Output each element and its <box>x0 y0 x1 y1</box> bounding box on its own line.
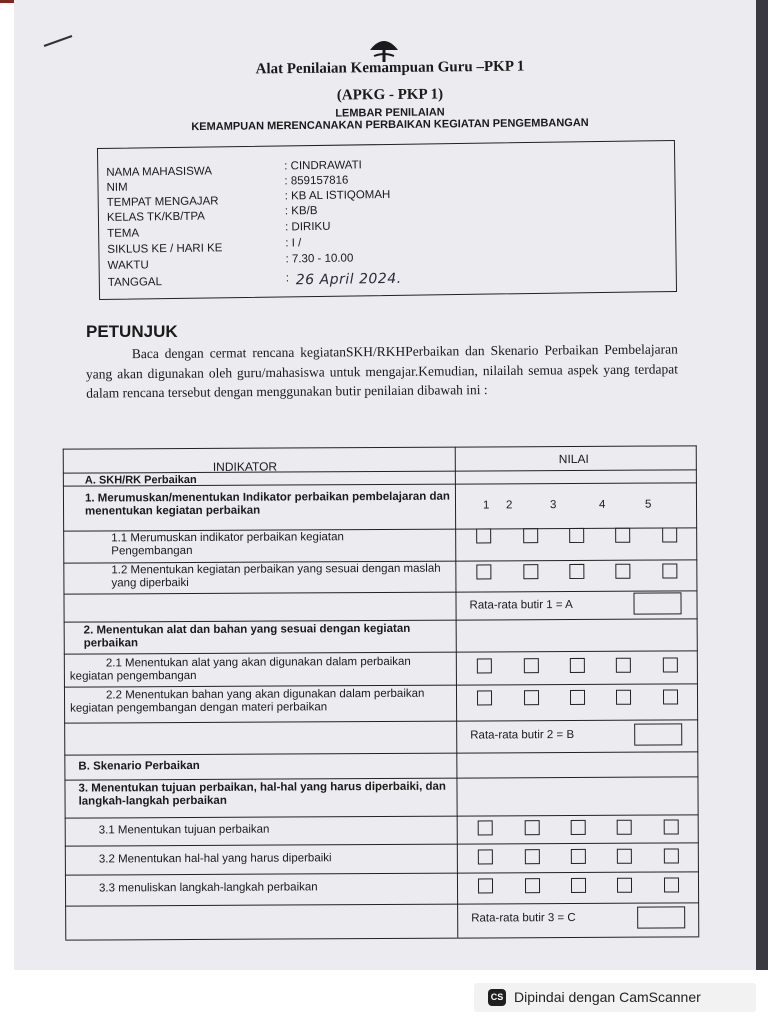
item-3-label: 3. Menentukan tujuan perbaikan, hal-hal yang harus diperbaiki, dan langkah-langkah perbaikan <box>78 780 446 808</box>
score-checkbox[interactable] <box>662 563 677 578</box>
sheet-label: LEMBAR PENILAIAN <box>335 106 445 120</box>
competency-title: KEMAMPUAN MERENCANAKAN PERBAIKAN KEGIATAN PENGEMBANGAN <box>191 116 589 134</box>
scale-4: 4 <box>598 498 606 511</box>
score-checkbox[interactable] <box>571 849 586 864</box>
label-kelas: KELAS TK/KB/TPA <box>106 210 206 224</box>
score-checkbox[interactable] <box>476 564 491 579</box>
score-checkbox[interactable] <box>571 878 586 893</box>
score-checkbox[interactable] <box>477 690 492 705</box>
item-1-1-label: 1.1 Merumuskan indikator perbaikan kegiatan Pengembangan <box>111 531 344 558</box>
score-checkbox[interactable] <box>664 819 679 834</box>
average-2-label: Rata-rata butir 2 = B <box>470 728 575 742</box>
score-checkbox[interactable] <box>664 877 679 892</box>
section-a-label: A. SKH/RK Perbaikan <box>84 473 197 487</box>
instructions-heading: PETUNJUK <box>86 322 178 341</box>
score-checkbox[interactable] <box>523 528 538 543</box>
score-checkbox[interactable] <box>525 878 540 893</box>
score-checkbox[interactable] <box>617 820 632 835</box>
scale-3: 3 <box>549 499 557 512</box>
score-checkbox[interactable] <box>617 849 632 864</box>
item-2-1-label: 2.1 Menentukan alat yang akan digunakan dalam perbaikan kegiatan pengembangan <box>69 655 411 683</box>
score-checkbox[interactable] <box>664 848 679 863</box>
value-tempat: : KB AL ISTIQOMAH <box>284 188 391 203</box>
scale-2: 2 <box>505 499 513 512</box>
score-checkbox[interactable] <box>525 820 540 835</box>
score-checkbox[interactable] <box>525 849 540 864</box>
item-3-3-label: 3.3 menuliskan langkah-langkah perbaikan <box>98 881 318 895</box>
score-checkbox[interactable] <box>663 689 678 704</box>
average-2-box[interactable] <box>634 723 682 745</box>
item-3-2-label: 3.2 Menentukan hal-hal yang harus diperbaiki <box>98 852 332 866</box>
score-checkbox[interactable] <box>524 658 539 673</box>
score-checkbox[interactable] <box>570 690 585 705</box>
form-subtitle: (APKG - PKP 1) <box>336 86 444 104</box>
score-checkbox[interactable] <box>478 849 493 864</box>
score-checkbox[interactable] <box>616 690 631 705</box>
average-3-box[interactable] <box>637 906 685 928</box>
score-checkbox[interactable] <box>662 527 677 542</box>
item-1-2-label: 1.2 Menentukan kegiatan perbaikan yang sesuai dengan maslah yang diperbaiki <box>111 562 441 590</box>
column-indicator-header: INDIKATOR <box>212 459 278 474</box>
pen-mark <box>42 32 76 50</box>
item-2-2-label: 2.2 Menentukan bahan yang akan digunakan dalam perbaikan kegiatan pengembangan dengan materi perbaikan <box>70 687 425 715</box>
score-checkbox[interactable] <box>476 528 491 543</box>
label-waktu: WAKTU <box>107 259 149 272</box>
score-checkbox[interactable] <box>571 820 586 835</box>
average-1-label: Rata-rata butir 1 = A <box>469 598 573 612</box>
score-checkbox[interactable] <box>616 658 631 673</box>
section-b-label: B. Skenario Perbaikan <box>78 759 200 773</box>
score-checkbox[interactable] <box>617 878 632 893</box>
scan-edge <box>756 0 768 970</box>
score-checkbox[interactable] <box>569 564 584 579</box>
value-waktu: : 7.30 - 10.00 <box>285 252 354 266</box>
score-checkbox[interactable] <box>615 528 630 543</box>
average-1-box[interactable] <box>633 592 681 614</box>
identity-box <box>97 140 677 300</box>
assessment-table <box>63 445 700 940</box>
column-score-header: NILAI <box>558 451 589 467</box>
item-3-1-label: 3.1 Menentukan tujuan perbaikan <box>98 823 270 837</box>
label-tempat: TEMPAT MENGAJAR <box>106 195 219 209</box>
value-siklus: : I / <box>285 237 302 250</box>
scale-5: 5 <box>644 498 652 511</box>
score-checkbox[interactable] <box>523 564 538 579</box>
camscanner-icon: CS <box>488 989 506 1006</box>
score-checkbox[interactable] <box>524 690 539 705</box>
label-tema: TEMA <box>107 227 140 240</box>
item-2-label: 2. Menentukan alat dan bahan yang sesuai dengan kegiatan perbaikan <box>83 622 411 650</box>
label-nama: NAMA MAHASISWA <box>106 165 213 179</box>
scale-1: 1 <box>482 499 490 512</box>
value-tanggal-colon: : <box>285 272 290 285</box>
camscanner-text: Dipindai dengan CamScanner <box>514 989 701 1005</box>
item-1-label: 1. Merumuskan/menentukan Indikator perbaikan pembelajaran dan menentukan kegiatan perbaikan <box>84 490 450 518</box>
value-tanggal-handwritten: 26 April 2024. <box>295 270 402 289</box>
average-3-label: Rata-rata butir 3 = C <box>471 911 576 925</box>
camscanner-badge <box>474 983 756 1012</box>
score-checkbox[interactable] <box>478 878 493 893</box>
score-checkbox[interactable] <box>663 657 678 672</box>
value-nim: : 859157816 <box>284 174 349 188</box>
form-title: Alat Penilaian Kemampuan Guru –PKP 1 <box>255 58 525 78</box>
value-tema: : DIRIKU <box>285 220 331 234</box>
score-checkbox[interactable] <box>478 820 493 835</box>
value-kelas: : KB/B <box>284 204 318 218</box>
instructions-text: Baca dengan cermat rencana kegiatanSKH/RKHPerbaikan dan Skenario Perbaikan Pembelajaran yang akan digunakan oleh guru/mahasiswa untuk mengajar.Kemudian, nilailah semua aspek yang terdapat dalam rencana tersebut dengan menggunakan butir penilaian dibawah ini : <box>85 341 679 401</box>
score-checkbox[interactable] <box>569 528 584 543</box>
label-tanggal: TANGGAL <box>107 276 163 289</box>
score-checkbox[interactable] <box>615 564 630 579</box>
score-checkbox[interactable] <box>477 658 492 673</box>
label-nim: NIM <box>106 181 128 194</box>
label-siklus: SIKLUS KE / HARI KE <box>107 242 223 256</box>
value-nama: : CINDRAWATI <box>284 159 362 173</box>
score-checkbox[interactable] <box>570 658 585 673</box>
